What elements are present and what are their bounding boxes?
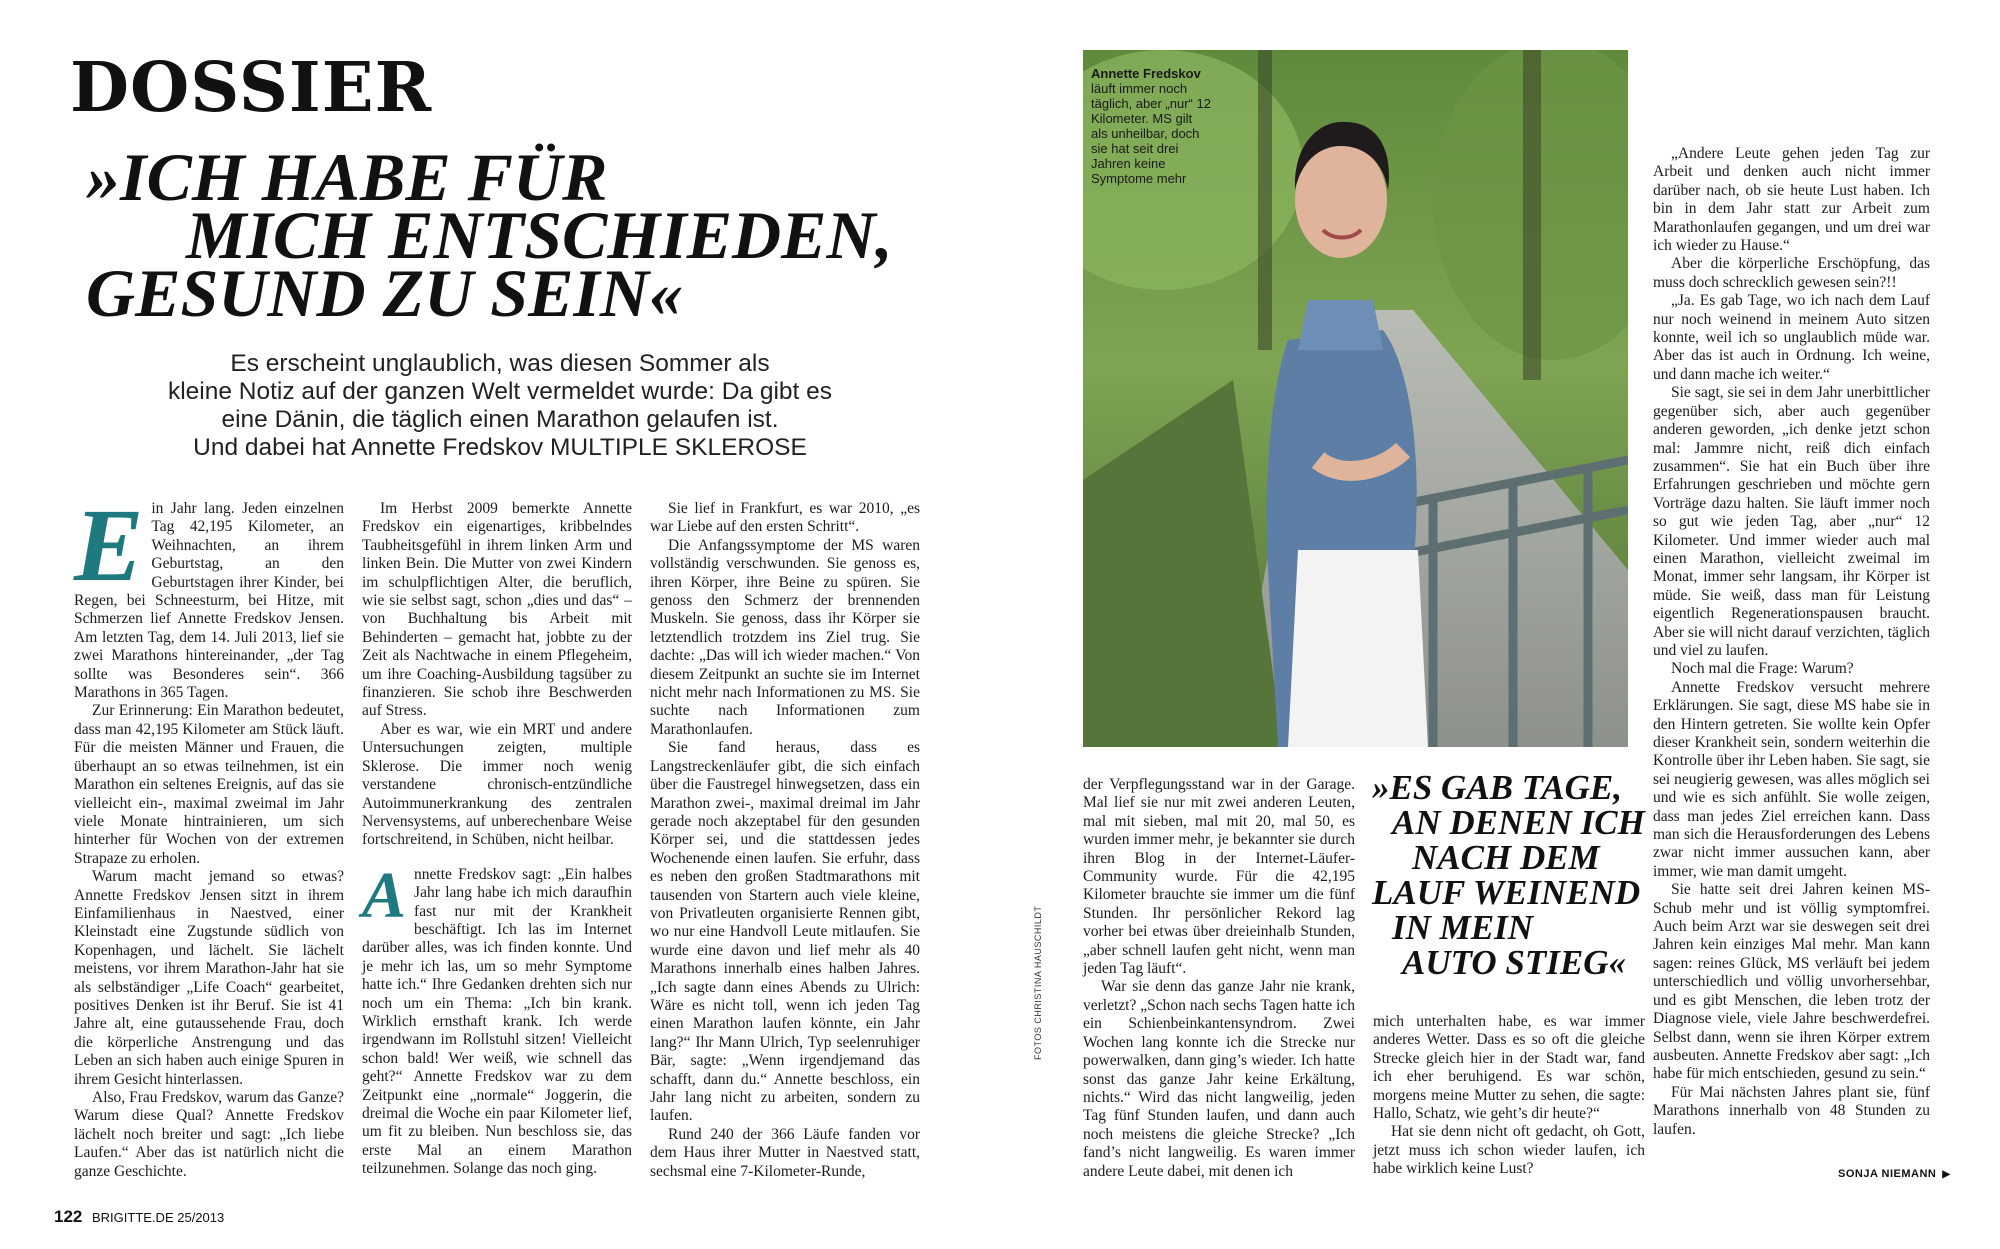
issue-label: BRIGITTE.DE 25/2013 [92, 1210, 225, 1225]
paragraph: Aber die körperliche Erschöpfung, das muss doch schrecklich gewesen sein?!! [1653, 255, 1930, 291]
deck-line: Es erscheint unglaublich, was diesen Sommer als [230, 350, 770, 377]
paragraph [74, 488, 344, 702]
paragraph: War sie denn das ganze Jahr nie krank, verletzt? „Schon nach sechs Tagen hatte ich ein Schienbeinkantensyndrom. Zwei Wochen lang konnte ich die Strecke nur powerwalken, dann ging’s wieder. Ich hatte sonst das ganze Jahr keine Erkältung, nichts.“ Wird das nicht langweilig, jeden Tag fünf Stunden laufen, und dann auch noch meistens die gleiche Strecke? „Ich fand’s nicht langweilig. Es waren immer andere Leute dabei, mit denen ich [1083, 978, 1355, 1180]
pull-quote-line: IN MEIN [1392, 908, 1534, 947]
paragraph: Annette Fredskov versucht mehrere Erklärungen. Sie sagt, diese MS habe sie in den Hintern getreten. Sie wollte kein Opfer dieser Krankheit sein, sondern weiterhin die Kontrolle über ihr Leben haben. Sie sagt, sie sei neugierig gewesen, was alles möglich sei und wie es sich anfühlt. Sie wolle zeigen, dass man jedes Ziel erreichen kann. Dass man sich die Herausforderungen des Lebens zwar nicht immer aussuchen kann, aber immer, wie man damit umgeht. [1653, 678, 1930, 880]
paragraph: Für Mai nächsten Jahres plant sie, fünf Marathons innerhalb von 48 Stunden zu laufen. [1653, 1083, 1930, 1138]
paragraph: Aber es war, wie ein MRT und andere Untersuchungen zeigten, multiple Sklerose. Die immer noch wenig verstandene chronisch-entzündliche Autoimmunerkrankung des zentralen Nervensystems, auf unberechenbare Weise fortschreitend, in Schüben, nicht heilbar. [362, 720, 632, 849]
paragraph-text: in Jahr lang. Jeden einzelnen Tag 42,195 Kilometer, an Weihnachten, an ihrem Geburtstag, an den Geburtstagen ihrer Kinder, bei Regen, bei Schneesturm, bei Hitze, mit Schmerzen lief Annette Fredskov Jensen. Am letzten Tag, dem 14. Juli 2013, lief sie zwei Marathons hintereinander, „der Tag sollte was Besonderes sein“. 366 Marathons in 365 Tagen. [74, 500, 344, 702]
drop-cap: A [362, 858, 407, 932]
paragraph: Rund 240 der 366 Läufe fanden vor dem Haus ihrer Mutter in Naestved statt, sechsmal eine 7-Kilometer-Runde, [650, 1125, 920, 1180]
photo-caption [1091, 66, 1211, 186]
deck-line: kleine Notiz auf der ganzen Welt vermeldet wurde: Da gibt es [167, 378, 833, 405]
portrait-photo [1083, 50, 1628, 747]
body-column-2 [362, 500, 632, 1179]
drop-cap: E [74, 488, 144, 603]
paragraph: Im Herbst 2009 bemerkte Annette Fredskov ein eigenartiges, kribbelndes Taubheitsgefühl in ihrem linken Arm und linken Bein. Die Mutter von zwei Kindern im schulpflichtigen Alter, die beruflich, wie sie selbst sagt, schon „dies und das“ – von Buchhaltung bis Arbeit mit Behinderten – gemacht hat, jobbte zu der Zeit als Nachtwache in einem Pflegeheim, um ihre Coaching-Ausbildung tagsüber zu finanzieren. Sie schob ihre Beschwerden auf Stress. [362, 500, 632, 720]
paragraph: Sie lief in Frankfurt, es war 2010, „es war Liebe auf den ersten Schritt“. [650, 500, 920, 536]
paragraph: „Ja. Es gab Tage, wo ich nach dem Lauf nur noch weinend in meinem Auto sitzen konnte, weil ich so unglaublich müde war. Aber das ist auch in Ordnung. Ich weine, und dann mache ich weiter.“ [1653, 292, 1930, 383]
pull-quote-line: AN DENEN ICH [1392, 803, 1645, 842]
paragraph: mich unterhalten habe, es war immer anderes Wetter. Dass es so oft die gleiche Strecke gleich hier in der Stadt war, fand ich eher beruhigend. Es war schön, morgens meine Mutter zu sehen, die sagte: Hallo, Schatz, wie geht’s dir heute?“ [1373, 1013, 1645, 1123]
paragraph: Sie fand heraus, dass es Langstreckenläufer gibt, die sich einfach über die Faustregel hinwegsetzen, dass ein Marathon zwei-, maximal dreimal im Jahr gerade noch akzeptabel für den gesunden Körper sei, und die stattdessen jedes Wochenende einen laufen. Sie erfuhr, dass es neben den großen Stadtmarathons mit tausenden von Startern auch viele kleine, von Privatleuten organisierte Rennen gibt, wo nur eine Handvoll Leute mitlaufen. Sie wurde eine davon und lief mehr als 40 Marathons innerhalb eines halben Jahres. „Ich sagte dann eines Abends zu Ulrich: Wäre es nicht toll, wenn ich jeden Tag einen Marathon laufen könnte, ein Jahr lang?“ Ihr Mann Ulrich, Typ seelenruhiger Bär, sagte: „Wenn irgendjemand das schafft, dann du.“ Annette beschloss, ein Jahr lang nicht zu arbeiten, sondern zu laufen. [650, 739, 920, 1125]
paragraph: „Andere Leute gehen jeden Tag zur Arbeit und denken auch nicht immer darüber nach, ob sie heute Lust haben. Ich bin in dem Jahr statt zur Arbeit zum Marathonlaufen gegangen, und um drei war ich wieder zu Hause.“ [1653, 145, 1930, 255]
pull-quote [1372, 770, 1662, 980]
deck-line: eine Dänin, die täglich einen Marathon gelaufen ist. [221, 406, 779, 433]
paragraph: Also, Frau Fredskov, warum das Ganze? Warum diese Qual? Annette Fredskov lächelt noch breiter und sagt: „Ich liebe Laufen.“ Aber das ist natürlich nicht die ganze Geschichte. [74, 1089, 344, 1180]
paragraph: Die Anfangssymptome der MS waren vollständig verschwunden. Sie genoss es, ihren Körper, ihre Beine zu spüren. Sie genoss den Schmerz der brennenden Muskeln. Sie genoss, dass ihr Körper sie letztendlich trotzdem ins Ziel trug. Sie dachte: „Das will ich wieder machen.“ Von diesem Zeitpunkt an suchte sie im Internet nicht mehr nach Informationen zu MS. Sie suchte nach Informationen zum Marathonlaufen. [650, 536, 920, 738]
body-column-5 [1373, 1013, 1645, 1179]
body-column-4 [1083, 776, 1355, 1181]
paragraph: Sie sagt, sie sei in dem Jahr unerbittlicher gegenüber sich, aber auch gegenüber anderen geworden, „ich denke jetzt schon mal: Jammre nicht, reiß dich einfach zusammen“. Sie hat ein Buch über ihre Erfahrungen geschrieben und möchte gern Vorträge dazu halten. Sie läuft immer noch so gut wie jeden Tag, aber „nur“ 12 Kilometer. Und immer wieder auch mal einen Marathon, vielleicht zweimal im Monat, immer sehr langsam, ihr Körper ist müde. Sie weiß, dass man für Leistung eigentlich Regenerationspausen braucht. Aber sie will nicht darauf verzichten, täglich und viel zu laufen. [1653, 384, 1930, 659]
pull-quote-line: »ES GAB TAGE, [1372, 768, 1622, 807]
author-byline [1838, 1168, 1951, 1180]
paragraph: Noch mal die Frage: Warum? [1671, 660, 1854, 678]
headline-line: MICH ENTSCHIEDEN, [186, 197, 893, 273]
paragraph: Sie hatte seit drei Jahren keinen MS-Schub mehr und ist völlig symptomfrei. Auch beim Arzt war sie deswegen seit drei Jahren kein einziges Mal mehr. Man kann sagen: reines Glück, MS verläuft bei jedem unterschiedlich und völlig unvorhersehbar, und es gibt Menschen, die leben trotz der Diagnose viele, viele Jahre beschwerdefrei. Selbst dann, wenn sie ihren Körper extrem ausbeuten. Annette Fredskov aber sagt: „Ich habe für mich entschieden, gesund zu sein.“ [1653, 881, 1930, 1083]
body-column-3 [650, 500, 920, 1181]
body-column-1 [74, 488, 344, 1181]
paragraph [362, 858, 632, 1179]
end-marker-icon: ▶ [1942, 1169, 1951, 1180]
photo-credit: FOTOS CHRISTINA HAUSCHILDT [1033, 905, 1043, 1060]
page-number: 122 [54, 1207, 83, 1226]
paragraph: Hat sie denn nicht oft gedacht, oh Gott, jetzt muss ich schon wieder laufen, ich habe wirklich keine Lust? [1373, 1123, 1645, 1178]
page-footer [54, 1207, 224, 1227]
caption-name: Annette Fredskov [1091, 66, 1201, 81]
headline [86, 139, 946, 331]
paragraph: der Verpflegungsstand war in der Garage. Mal lief sie nur mit zwei anderen Leuten, mal mit sieben, mal mit 20, mal 50, es wurden immer mehr, je bekannter sie durch ihren Blog in der Internet-Läufer-Community wurde. Für die 42,195 Kilometer brauchte sie immer um die fünf Stunden. Ihr persönlicher Rekord lag vorher bei etwas über dreieinhalb Stunden, „aber schnell laufen geht nicht, wenn man jeden Tag läuft“. [1083, 776, 1355, 978]
deck-line: Und dabei hat Annette Fredskov MULTIPLE SKLEROSE [193, 434, 807, 461]
paragraph: Warum macht jemand so etwas? Annette Fredskov Jensen sitzt in ihrem Einfamilienhaus in Naestved, einer Kleinstadt eine Zugstunde südlich von Kopenhagen, und lächelt. Sie lächelt meistens, vor ihrem Marathon-Jahr hat sie als selbständiger „Life Coach“ gearbeitet, positives Denken ist ihr Beruf. Sie ist 41 Jahre alt, eine gutaussehende Frau, doch die körperliche Anstrengung und das Leben an sich haben auch einige Spuren in ihrem Gesicht hinterlassen. [74, 868, 344, 1088]
caption-text: läuft immer noch täglich, aber „nur“ 12 Kilometer. MS gilt als unheilbar, doch sie hat seit drei Jahren keine Symptome mehr [1091, 81, 1211, 186]
author-name: SONJA NIEMANN [1838, 1168, 1937, 1180]
paragraph-text: nnette Fredskov sagt: „Ein halbes Jahr lang habe ich mich daraufhin fast nur mit der Krankheit beschäftigt. Ich las im Internet darüber alles, was ich finden konnte. Und je mehr ich las, um so mehr Symptome hatte ich.“ Ihre Gedanken drehten sich nur noch um ein Thema: „Ich bin krank. Wirklich ernsthaft krank. Ich werde irgendwann im Rollstuhl sitzen! Vielleicht schon bald! Wer weiß, wie schnell das geht?“ Annette Fredskov war zu dem Zeitpunkt eine „normale“ Joggerin, die dreimal die Woche ein paar Kilometer lief, um fit zu bleiben. Nun beschloss sie, das erste Mal an einem Marathon teilzunehmen. Solange das noch ging. [362, 865, 632, 1178]
pull-quote-line: LAUF WEINEND [1372, 873, 1641, 912]
body-column-6 [1653, 145, 1930, 1139]
pull-quote-line: NACH DEM [1412, 838, 1600, 877]
paragraph: Zur Erinnerung: Ein Marathon bedeutet, dass man 42,195 Kilometer am Stück läuft. Für die meisten Männer und Frauen, die überhaupt an so etwas teilnehmen, ist ein Marathon ein seltenes Ereignis, auf das sie vielleicht ein-, maximal zweimal im Jahr viele Monate hintrainieren, um sich hinterher für Wochen von der extremen Strapaze zu erholen. [74, 702, 344, 867]
deck [120, 350, 880, 462]
headline-line: »ICH HABE FÜR [86, 139, 608, 215]
section-title: DOSSIER [70, 48, 433, 128]
pull-quote-line: AUTO STIEG« [1402, 943, 1626, 982]
headline-line: GESUND ZU SEIN« [86, 255, 683, 331]
